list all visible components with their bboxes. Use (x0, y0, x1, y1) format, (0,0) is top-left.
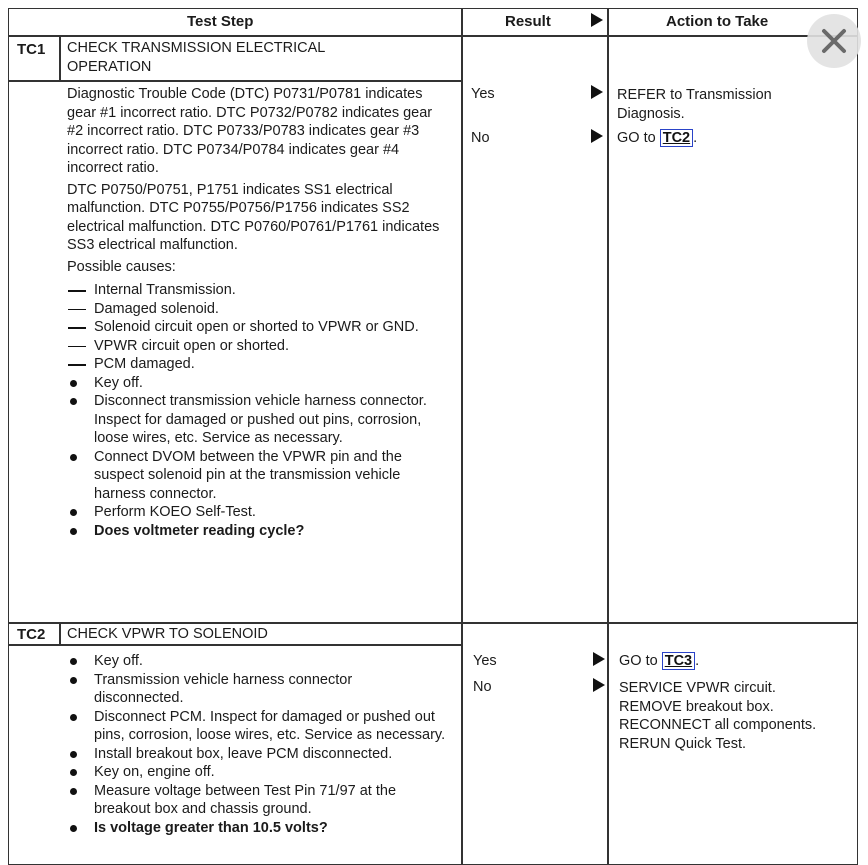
possible-causes-label: Possible causes: (67, 258, 176, 275)
step-item: Disconnect transmission vehicle harness connector. Inspect for damaged or pushed out pins, corrosion, loose wires, etc. Service as necessary. (67, 392, 437, 448)
action-suffix: . (695, 653, 700, 669)
action-no (617, 129, 697, 148)
step-title-tc2: CHECK VPWR TO SOLENOID (67, 626, 268, 642)
action-prefix: GO to (619, 653, 658, 669)
goto-tc2-link[interactable]: TC2 (660, 129, 693, 147)
step-item: Connect DVOM between the VPWR pin and the suspect solenoid pin at the transmission vehicle harness connector. (67, 448, 437, 504)
action-yes-text: REFER to Transmission Diagnosis. (617, 87, 772, 122)
step-item: Disconnect PCM. Inspect for damaged or pushed out pins, corrosion, loose wires, etc. Service as necessary. (67, 708, 452, 745)
cause-item: Internal Transmission. (67, 281, 437, 300)
arrow-right-icon (593, 652, 605, 666)
step-title-tc1: CHECK TRANSMISSION ELECTRICAL OPERATION (67, 40, 325, 75)
row-divider (9, 644, 461, 646)
dtc-solenoid-text: DTC P0750/P0751, P1751 indicates SS1 electrical malfunction. DTC P0755/P0756/P1756 indicates SS2 electrical malfunction. DTC P0760/P0761/P1761 indicates SS3 electrical malfunction. (67, 181, 440, 253)
close-icon (821, 28, 847, 54)
result-yes: Yes (473, 653, 497, 669)
action-line: SERVICE VPWR circuit. (619, 680, 776, 696)
id-divider (59, 35, 61, 81)
step-item: Key off. (67, 652, 452, 671)
header-result: Result (505, 13, 551, 30)
action-line: RECONNECT all components. (619, 717, 817, 733)
tc2-steps-list (67, 652, 452, 837)
header-divider (9, 35, 857, 37)
column-divider (461, 9, 463, 864)
cause-item: Solenoid circuit open or shorted to VPWR or GND. (67, 318, 437, 337)
header-action: Action to Take (666, 13, 769, 30)
dtc-gear-ratio-text: Diagnostic Trouble Code (DTC) P0731/P0781 indicates gear #1 incorrect ratio. DTC P0732/P0782 indicates gear #2 incorrect ratio. DTC P0733/P0783 indicates gear #3 incorrect ratio. DTC P0734/P0784 indicates gear #4 incorrect ratio. (67, 86, 433, 176)
step-item: Key on, engine off. (67, 763, 452, 782)
action-line: RERUN Quick Test. (619, 735, 747, 752)
step-item: Install breakout box, leave PCM disconnected. (67, 745, 452, 764)
step-item: Transmission vehicle harness connector disconnected. (67, 671, 452, 708)
test-question: Is voltage greater than 10.5 volts? (67, 819, 452, 838)
step-item: Measure voltage between Test Pin 71/97 at the breakout box and chassis ground. (67, 782, 452, 819)
result-yes: Yes (471, 86, 495, 102)
step-item: Key off. (67, 374, 437, 393)
causes-list (67, 281, 437, 540)
result-no: No (471, 130, 490, 146)
goto-tc3-link[interactable]: TC3 (662, 652, 695, 670)
diagnostic-table (8, 8, 858, 865)
close-button[interactable] (807, 14, 861, 68)
step-id-tc1: TC1 (17, 41, 46, 58)
arrow-right-icon (591, 129, 603, 143)
action-yes (619, 652, 699, 671)
action-line: REMOVE breakout box. (619, 698, 774, 715)
column-divider (607, 9, 609, 864)
action-no-list (619, 679, 855, 753)
step-item: Perform KOEO Self-Test. (67, 503, 437, 522)
step-id-tc2: TC2 (17, 626, 46, 643)
test-question: Does voltmeter reading cycle? (67, 522, 437, 541)
action-prefix: GO to (617, 130, 656, 146)
cause-item: Damaged solenoid. (67, 300, 437, 319)
row-divider (9, 80, 461, 82)
cause-item: VPWR circuit open or shorted. (67, 337, 437, 356)
action-suffix: . (693, 130, 698, 146)
section-divider (9, 622, 857, 624)
arrow-right-icon (591, 85, 603, 99)
header-test-step: Test Step (187, 13, 254, 30)
tc1-description (67, 85, 447, 540)
arrow-right-icon (591, 13, 603, 27)
result-no: No (473, 679, 492, 695)
cause-item: PCM damaged. (67, 355, 437, 374)
arrow-right-icon (593, 678, 605, 692)
id-divider (59, 622, 61, 645)
